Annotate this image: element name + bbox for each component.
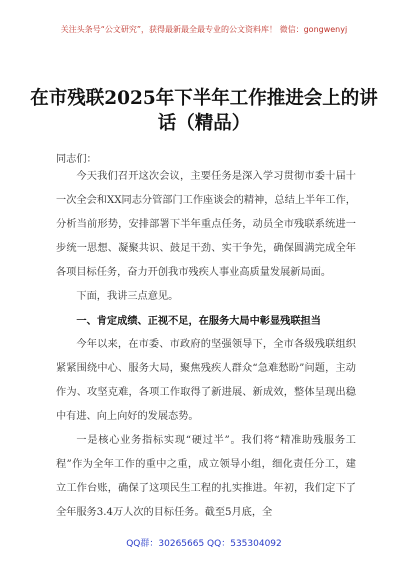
salutation: 同志们： [56, 154, 97, 165]
paragraph-achievements: 今年以来，在市委、市政府的坚强领导下，全市各级残联组织紧紧围绕中心、服务大局，聚焦残疾人群众“急难愁盼”问题，主动作为、攻坚克难，各项工作取得了新进展、新成效，整体呈现出稳中有进、向上向好的发展态势。 [56, 339, 356, 422]
paragraph-opening: 今天我们召开这次会议，主要任务是深入学习贯彻市委十届十一次全会和XX同志分管部门工作座谈会的精神，总结上半年工作，分析当前形势，安排部署下半年重点任务，动员全市残联系统进一步统一思想、凝聚共识、鼓足干劲、实干争先，确保圆满完成全年各项目标任务，奋力开创我市残疾人事业高质量发展新局面。 [56, 171, 356, 278]
paragraph-core-indicators: 一是核心业务指标实现“硬过半”。我们将“精准助残服务工程”作为全年工作的重中之重，成立领导小组，细化责任分工，建立工作台账，确保了这项民生工程的扎实推进。年初，我们定下了全年服务3.4万人次的目标任务。截至5月底，全 [56, 435, 356, 518]
section-heading-1: 一、肯定成绩、正视不足，在服务大局中彰显残联担当 [76, 315, 321, 327]
header-banner: 关注头条号“公文研究”，获得最新最全最专业的公文资料库！ 微信：gongwenyj [60, 25, 348, 34]
document-body [56, 165, 356, 525]
paragraph-intro: 下面，我讲三点意见。 [76, 291, 179, 302]
document-title: 在市残联2025年下半年工作推进会上的讲话（精品） [30, 88, 378, 134]
footer-contact: QQ群：30265665 QQ：535304092 [126, 539, 282, 549]
